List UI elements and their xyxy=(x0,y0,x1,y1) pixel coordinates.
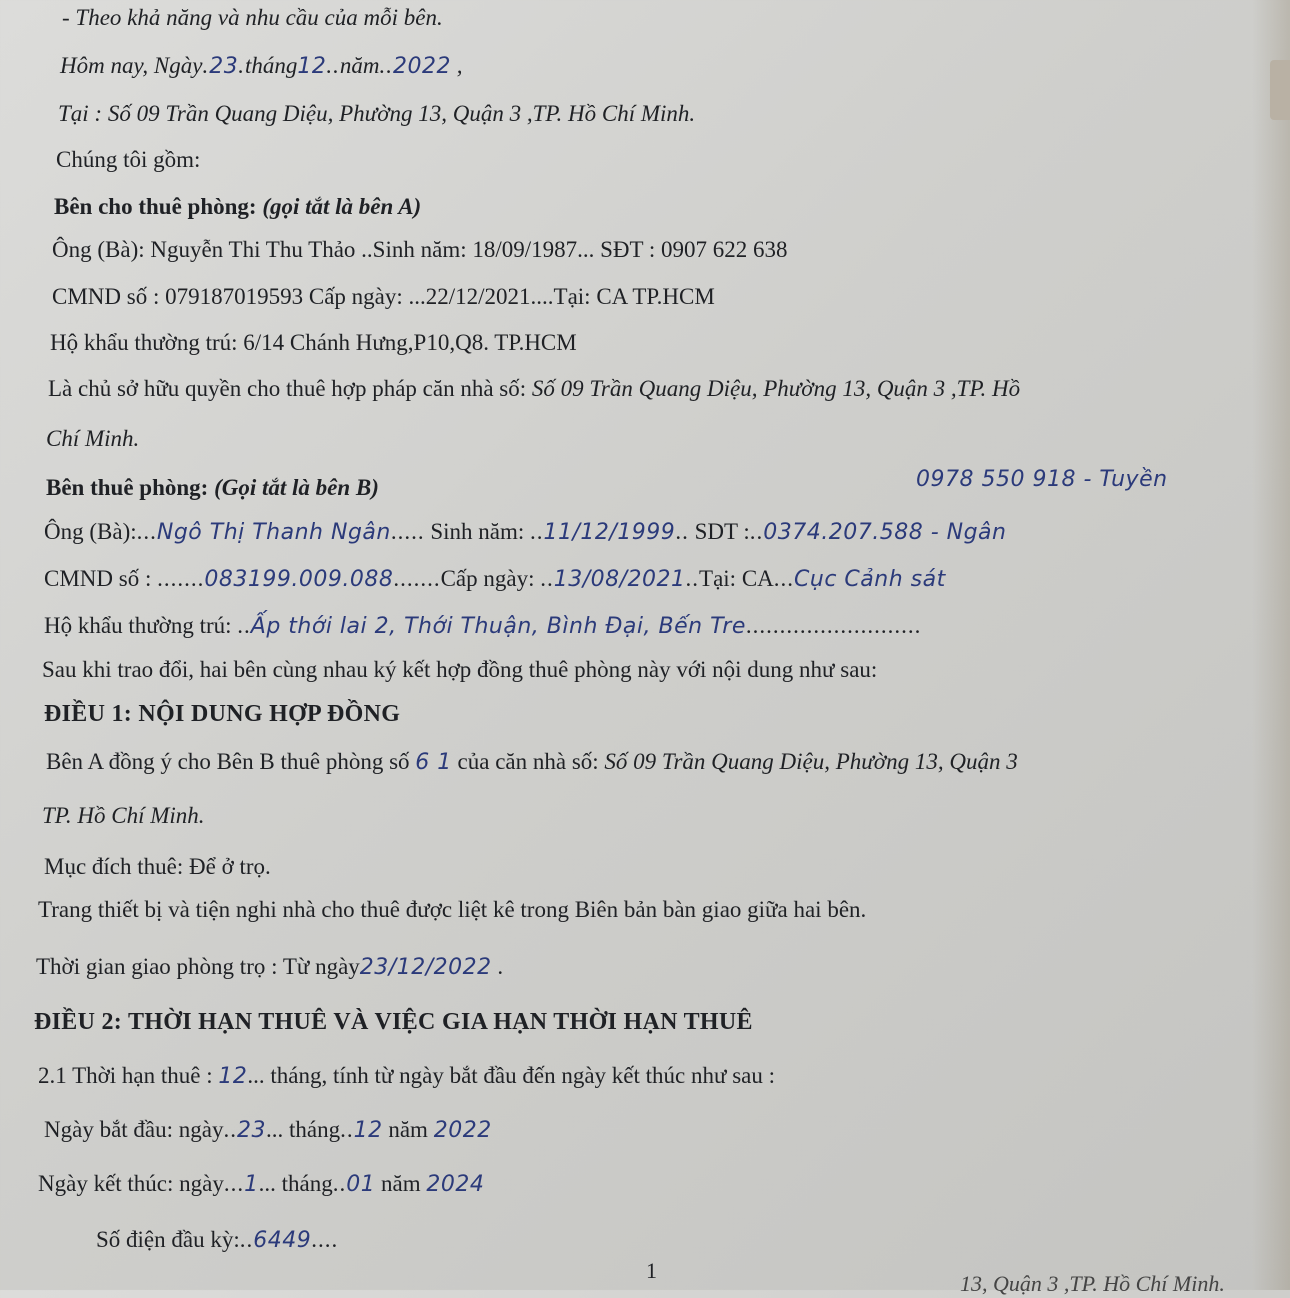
date-year: 2022 xyxy=(392,54,451,79)
paper-edge-shadow xyxy=(1252,0,1290,1290)
term-line: 2.1 Thời hạn thuê : 12... tháng, tính từ ngày bắt đầu đến ngày kết thúc như sau : xyxy=(38,1063,776,1089)
capacity-line: - Theo khả năng và nhu cầu của mỗi bên. xyxy=(62,5,443,30)
start-month: 12 xyxy=(353,1118,383,1143)
page-number: 1 xyxy=(646,1258,657,1283)
paper-clip-tab xyxy=(1270,60,1290,120)
party-b-residence-line: Hộ khẩu thường trú: ..Ấp thới lai 2, Thới Thuận, Bình Đại, Bến Tre.......................... xyxy=(44,613,922,639)
end-month: 01 xyxy=(346,1172,376,1197)
party-b-issued: 13/08/2021 xyxy=(553,567,686,592)
party-b-name: Ngô Thị Thanh Ngân xyxy=(156,520,391,545)
article-1-room-line-2: TP. Hồ Chí Minh. xyxy=(42,803,205,828)
end-day: 1 xyxy=(244,1172,259,1197)
place-line: Tại : Số 09 Trần Quang Diệu, Phường 13, Quận 3 ,TP. Hồ Chí Minh. xyxy=(58,101,696,126)
meter-reading: 6449 xyxy=(253,1228,312,1253)
start-date-line: Ngày bắt đầu: ngày..23... tháng..12 năm 2022 xyxy=(44,1117,492,1143)
party-b-birth: 11/12/1999 xyxy=(543,520,676,545)
meter-line: Số điện đầu kỳ:..6449.... xyxy=(96,1227,339,1253)
party-b-heading: Bên thuê phòng: (Gọi tắt là bên B) xyxy=(46,475,379,500)
party-a-id-line: CMND số : 079187019593 Cấp ngày: ...22/12/2021....Tại: CA TP.HCM xyxy=(52,284,715,309)
party-b-residence: Ấp thới lai 2, Thới Thuận, Bình Đại, Bến Tre xyxy=(250,614,746,639)
end-date-line: Ngày kết thúc: ngày...1... tháng..01 năm 2024 xyxy=(38,1171,485,1197)
agreement-line: Sau khi trao đổi, hai bên cùng nhau ký kết hợp đồng thuê phòng này với nội dung như sau: xyxy=(42,657,878,682)
handover-date: 23/12/2022 xyxy=(359,955,492,980)
equipment-line: Trang thiết bị và tiện nghi nhà cho thuê được liệt kê trong Biên bản bàn giao giữa hai bên. xyxy=(38,897,867,922)
party-b-phone: 0374.207.588 - Ngân xyxy=(763,520,1007,545)
party-a-heading: Bên cho thuê phòng: (gọi tắt là bên A) xyxy=(54,194,422,219)
date-month: 12 xyxy=(297,54,327,79)
party-a-name-line: Ông (Bà): Nguyễn Thi Thu Thảo ..Sinh năm: 18/09/1987... SĐT : 0907 622 638 xyxy=(52,237,788,262)
party-b-id-line: CMND số : .......083199.009.088.......Cấp ngày: ..13/08/2021..Tại: CA...Cục Cảnh sát xyxy=(44,566,946,592)
article-2-heading: ĐIỀU 2: THỜI HẠN THUÊ VÀ VIỆC GIA HẠN THỜI HẠN THUÊ xyxy=(34,1009,753,1035)
party-b-id: 083199.009.088 xyxy=(204,567,394,592)
we-are-line: Chúng tôi gồm: xyxy=(56,147,201,172)
date-day: 23 xyxy=(209,54,239,79)
end-year: 2024 xyxy=(426,1172,485,1197)
article-1-room-line: Bên A đồng ý cho Bên B thuê phòng số 6 1 của căn nhà số: Số 09 Trần Quang Diệu, Phường 13, Quận 3 xyxy=(46,749,1018,775)
handover-line: Thời gian giao phòng trọ : Từ ngày23/12/2022 . xyxy=(36,954,505,980)
party-a-owner-line-2: Chí Minh. xyxy=(46,426,140,451)
party-a-residence-line: Hộ khẩu thường trú: 6/14 Chánh Hưng,P10,Q8. TP.HCM xyxy=(50,330,577,355)
term-months: 12 xyxy=(218,1064,248,1089)
article-1-heading: ĐIỀU 1: NỘI DUNG HỢP ĐỒNG xyxy=(44,701,401,727)
purpose-line: Mục đích thuê: Để ở trọ. xyxy=(44,854,271,879)
party-b-name-line: Ông (Bà):...Ngô Thị Thanh Ngân..... Sinh năm: ..11/12/1999.. SDT :..0374.207.588 - Ngân xyxy=(44,519,1007,545)
party-b-issued-at: Cục Cảnh sát xyxy=(794,567,946,592)
start-day: 23 xyxy=(236,1118,266,1143)
party-a-owner-line: Là chủ sở hữu quyền cho thuê hợp pháp căn nhà số: Số 09 Trần Quang Diệu, Phường 13, Quận 3 ,TP. Hồ xyxy=(48,376,1021,401)
footer-fragment: 13, Quận 3 ,TP. Hồ Chí Minh. xyxy=(960,1271,1225,1296)
date-line: Hôm nay, Ngày.23.tháng12..năm..2022 , xyxy=(60,53,463,79)
start-year: 2022 xyxy=(433,1118,492,1143)
party-b-extra-phone: 0978 550 918 - Tuyền xyxy=(916,467,1168,492)
room-number: 6 1 xyxy=(415,750,452,775)
